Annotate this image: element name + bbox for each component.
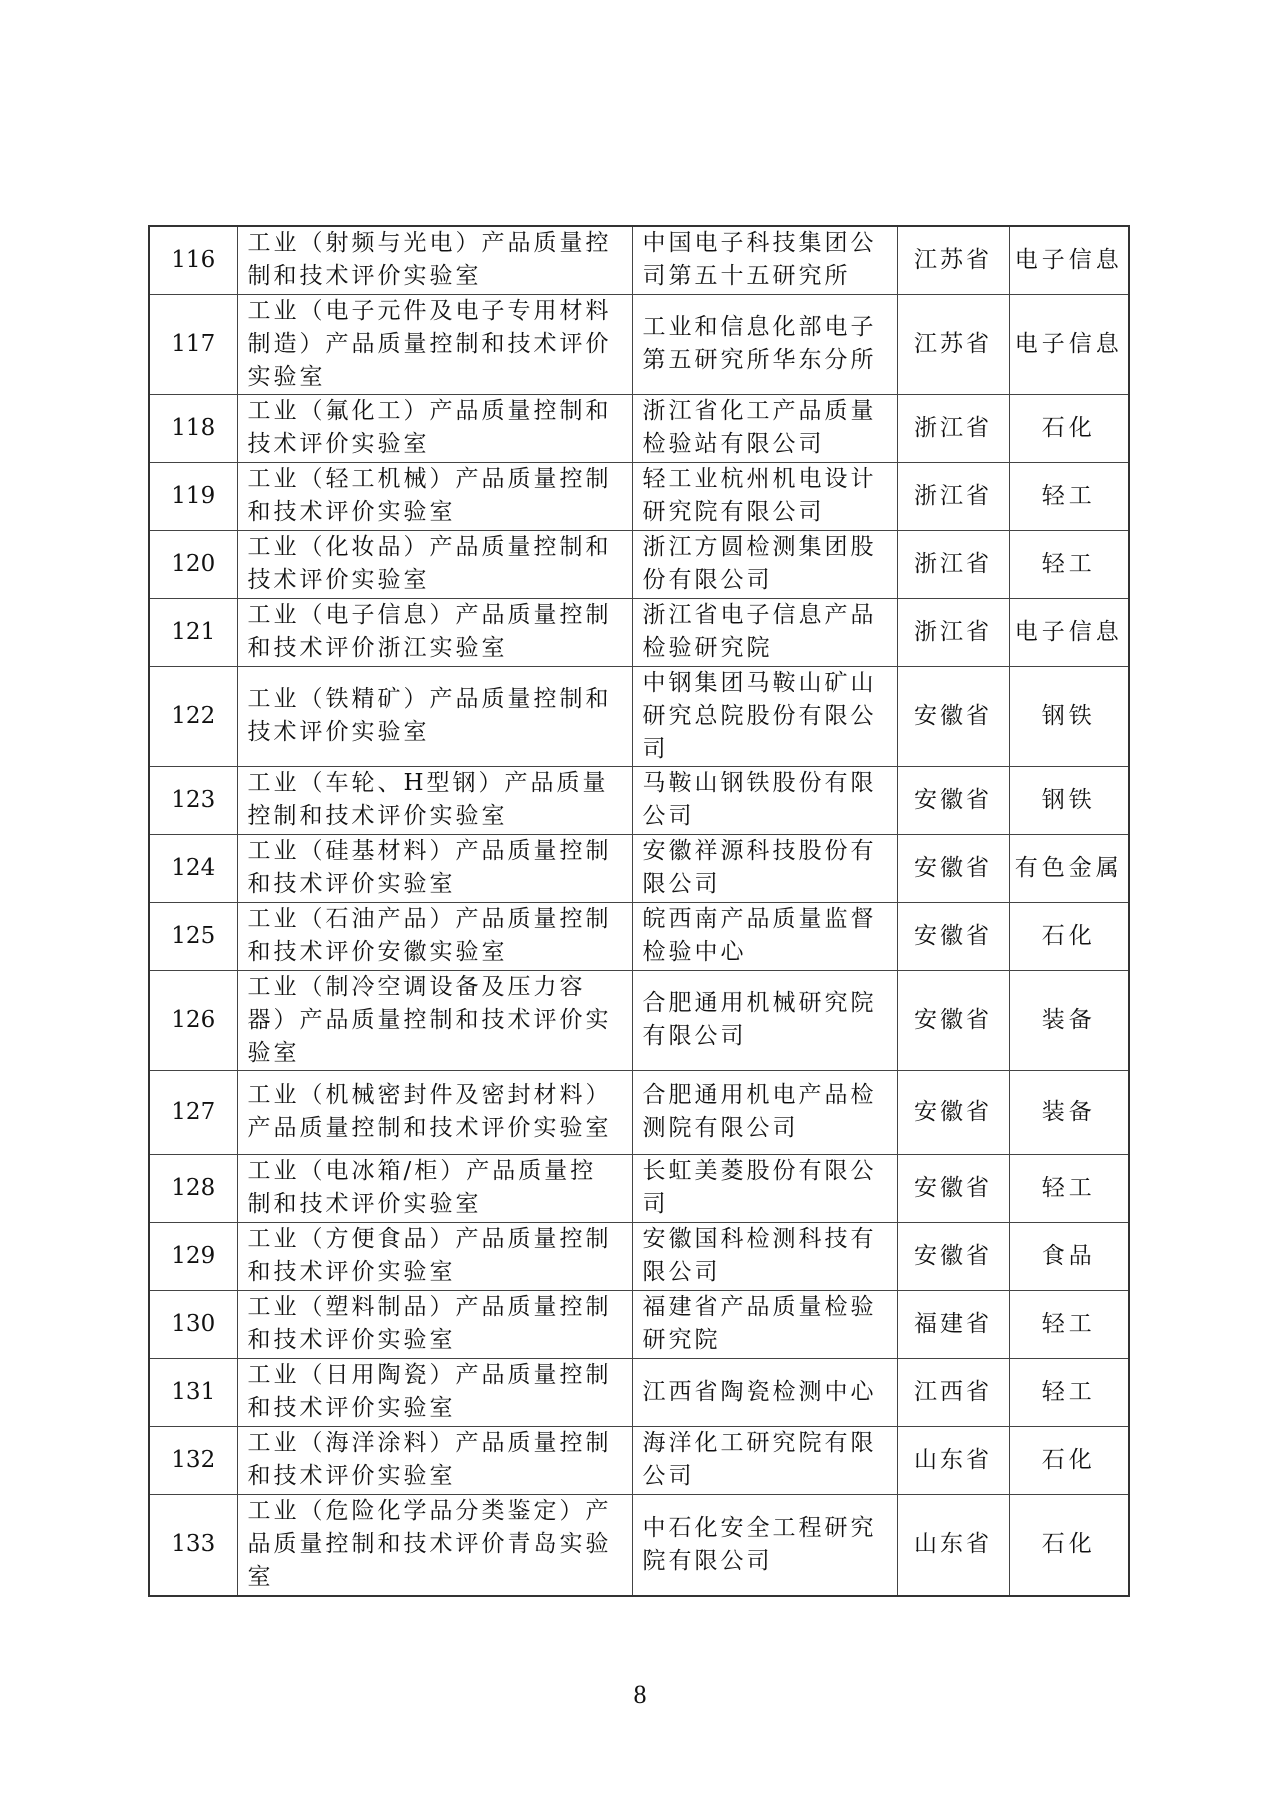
lab-name: 工业（车轮、H型钢）产品质量控制和技术评价实验室 <box>237 766 632 834</box>
lab-name: 工业（化妆品）产品质量控制和技术评价实验室 <box>237 530 632 598</box>
province: 山东省 <box>897 1426 1009 1494</box>
province: 安徽省 <box>897 834 1009 902</box>
sector: 石化 <box>1009 1494 1129 1596</box>
table-row <box>149 1222 1129 1290</box>
lab-name: 工业（石油产品）产品质量控制和技术评价安徽实验室 <box>237 902 632 970</box>
host-unit: 福建省产品质量检验研究院 <box>632 1290 897 1358</box>
sector: 石化 <box>1009 902 1129 970</box>
province: 浙江省 <box>897 598 1009 666</box>
sector: 轻工 <box>1009 1358 1129 1426</box>
sector: 钢铁 <box>1009 766 1129 834</box>
row-number: 122 <box>149 666 237 766</box>
lab-name: 工业（硅基材料）产品质量控制和技术评价实验室 <box>237 834 632 902</box>
row-number: 130 <box>149 1290 237 1358</box>
table-row <box>149 598 1129 666</box>
province: 江西省 <box>897 1358 1009 1426</box>
row-number: 123 <box>149 766 237 834</box>
row-number: 120 <box>149 530 237 598</box>
row-number: 132 <box>149 1426 237 1494</box>
province: 江苏省 <box>897 294 1009 394</box>
lab-name: 工业（电子元件及电子专用材料制造）产品质量控制和技术评价实验室 <box>237 294 632 394</box>
table-row <box>149 1358 1129 1426</box>
host-unit: 合肥通用机电产品检测院有限公司 <box>632 1070 897 1154</box>
province: 安徽省 <box>897 970 1009 1070</box>
province: 山东省 <box>897 1494 1009 1596</box>
sector: 食品 <box>1009 1222 1129 1290</box>
host-unit: 浙江省化工产品质量检验站有限公司 <box>632 394 897 462</box>
row-number: 119 <box>149 462 237 530</box>
host-unit: 合肥通用机械研究院有限公司 <box>632 970 897 1070</box>
province: 江苏省 <box>897 226 1009 294</box>
table-row <box>149 530 1129 598</box>
table-row <box>149 1290 1129 1358</box>
table-row <box>149 766 1129 834</box>
sector: 轻工 <box>1009 1154 1129 1222</box>
lab-name: 工业（危险化学品分类鉴定）产品质量控制和技术评价青岛实验室 <box>237 1494 632 1596</box>
row-number: 128 <box>149 1154 237 1222</box>
sector: 轻工 <box>1009 1290 1129 1358</box>
row-number: 117 <box>149 294 237 394</box>
sector: 石化 <box>1009 1426 1129 1494</box>
sector: 电子信息 <box>1009 294 1129 394</box>
table-row <box>149 226 1129 294</box>
sector: 电子信息 <box>1009 226 1129 294</box>
table-row <box>149 666 1129 766</box>
host-unit: 海洋化工研究院有限公司 <box>632 1426 897 1494</box>
table-row <box>149 1426 1129 1494</box>
host-unit: 浙江方圆检测集团股份有限公司 <box>632 530 897 598</box>
lab-name: 工业（制冷空调设备及压力容器）产品质量控制和技术评价实验室 <box>237 970 632 1070</box>
row-number: 121 <box>149 598 237 666</box>
host-unit: 中国电子科技集团公司第五十五研究所 <box>632 226 897 294</box>
sector: 轻工 <box>1009 530 1129 598</box>
table-row <box>149 1154 1129 1222</box>
row-number: 124 <box>149 834 237 902</box>
province: 浙江省 <box>897 394 1009 462</box>
row-number: 125 <box>149 902 237 970</box>
province: 安徽省 <box>897 1070 1009 1154</box>
sector: 电子信息 <box>1009 598 1129 666</box>
table-row <box>149 394 1129 462</box>
lab-name: 工业（方便食品）产品质量控制和技术评价实验室 <box>237 1222 632 1290</box>
table-body <box>149 226 1129 1596</box>
lab-name: 工业（电子信息）产品质量控制和技术评价浙江实验室 <box>237 598 632 666</box>
table-row <box>149 462 1129 530</box>
row-number: 131 <box>149 1358 237 1426</box>
host-unit: 中石化安全工程研究院有限公司 <box>632 1494 897 1596</box>
sector: 装备 <box>1009 1070 1129 1154</box>
row-number: 129 <box>149 1222 237 1290</box>
province: 安徽省 <box>897 666 1009 766</box>
lab-name: 工业（射频与光电）产品质量控制和技术评价实验室 <box>237 226 632 294</box>
sector: 钢铁 <box>1009 666 1129 766</box>
table-row <box>149 1070 1129 1154</box>
host-unit: 安徽国科检测科技有限公司 <box>632 1222 897 1290</box>
host-unit: 中钢集团马鞍山矿山研究总院股份有限公司 <box>632 666 897 766</box>
host-unit: 长虹美菱股份有限公司 <box>632 1154 897 1222</box>
host-unit: 安徽祥源科技股份有限公司 <box>632 834 897 902</box>
row-number: 133 <box>149 1494 237 1596</box>
lab-name: 工业（氟化工）产品质量控制和技术评价实验室 <box>237 394 632 462</box>
lab-name: 工业（轻工机械）产品质量控制和技术评价实验室 <box>237 462 632 530</box>
lab-name: 工业（海洋涂料）产品质量控制和技术评价实验室 <box>237 1426 632 1494</box>
table-row <box>149 834 1129 902</box>
province: 安徽省 <box>897 1222 1009 1290</box>
table-row <box>149 294 1129 394</box>
province: 浙江省 <box>897 530 1009 598</box>
table-row <box>149 1494 1129 1596</box>
host-unit: 浙江省电子信息产品检验研究院 <box>632 598 897 666</box>
province: 福建省 <box>897 1290 1009 1358</box>
province: 安徽省 <box>897 1154 1009 1222</box>
table-row <box>149 970 1129 1070</box>
row-number: 126 <box>149 970 237 1070</box>
province: 安徽省 <box>897 766 1009 834</box>
lab-name: 工业（铁精矿）产品质量控制和技术评价实验室 <box>237 666 632 766</box>
host-unit: 工业和信息化部电子第五研究所华东分所 <box>632 294 897 394</box>
lab-name: 工业（电冰箱/柜）产品质量控制和技术评价实验室 <box>237 1154 632 1222</box>
page-number: 8 <box>633 1680 647 1709</box>
lab-name: 工业（塑料制品）产品质量控制和技术评价实验室 <box>237 1290 632 1358</box>
sector: 石化 <box>1009 394 1129 462</box>
lab-name: 工业（机械密封件及密封材料）产品质量控制和技术评价实验室 <box>237 1070 632 1154</box>
row-number: 127 <box>149 1070 237 1154</box>
lab-list-table <box>148 225 1130 1597</box>
province: 安徽省 <box>897 902 1009 970</box>
row-number: 116 <box>149 226 237 294</box>
province: 浙江省 <box>897 462 1009 530</box>
table-row <box>149 902 1129 970</box>
host-unit: 马鞍山钢铁股份有限公司 <box>632 766 897 834</box>
sector: 有色金属 <box>1009 834 1129 902</box>
host-unit: 江西省陶瓷检测中心 <box>632 1358 897 1426</box>
sector: 轻工 <box>1009 462 1129 530</box>
lab-name: 工业（日用陶瓷）产品质量控制和技术评价实验室 <box>237 1358 632 1426</box>
row-number: 118 <box>149 394 237 462</box>
sector: 装备 <box>1009 970 1129 1070</box>
host-unit: 轻工业杭州机电设计研究院有限公司 <box>632 462 897 530</box>
host-unit: 皖西南产品质量监督检验中心 <box>632 902 897 970</box>
